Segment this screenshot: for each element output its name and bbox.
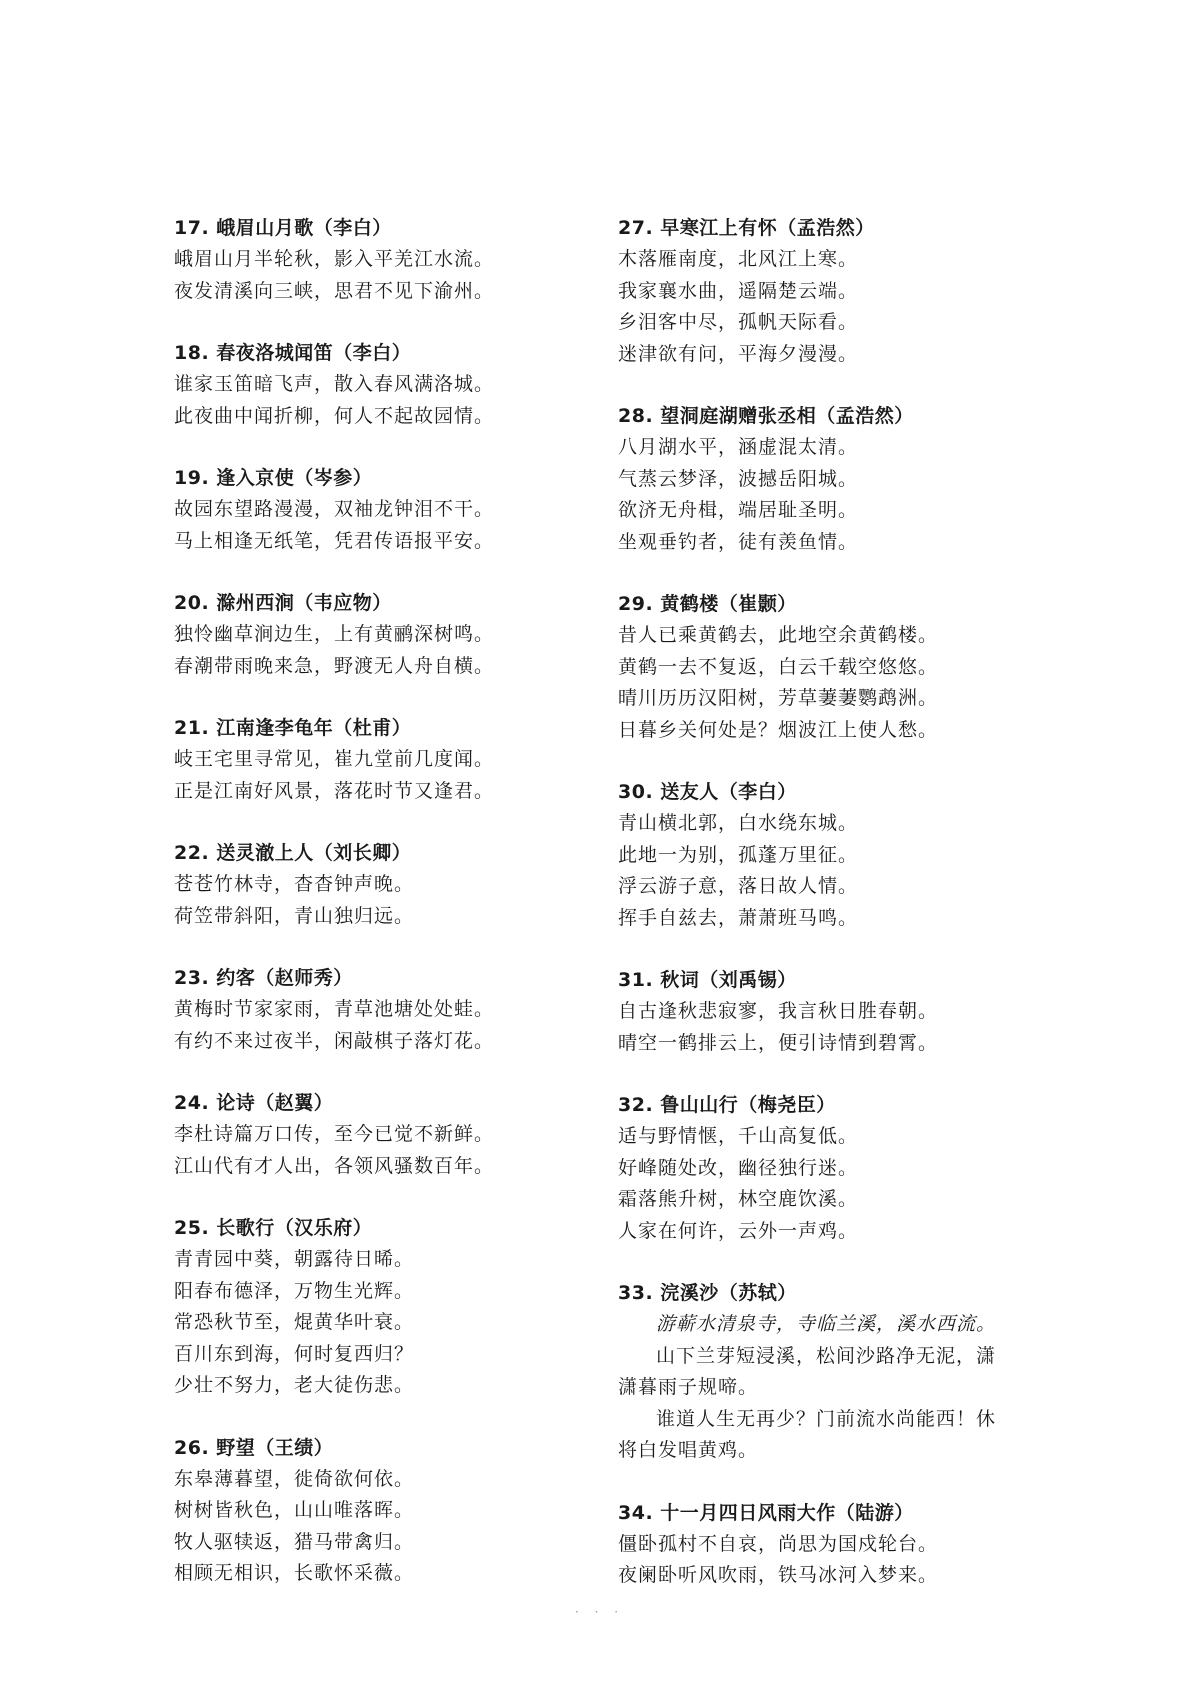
poem-line: 此地一为别，孤蓬万里征。 (618, 843, 859, 866)
poem-title: 33. 浣溪沙（苏轼） (618, 1282, 797, 1304)
poem-gap (174, 1402, 594, 1432)
poem-line: 将白发唱黄鸡。 (618, 1439, 759, 1461)
poem-title: 22. 送灵澈上人（刘长卿） (174, 842, 412, 864)
poem-block (174, 1212, 594, 1402)
poem-title: 17. 峨眉山月歌（李白） (174, 217, 392, 239)
poem-line: 峨眉山月半轮秋，影入平羌江水流。 (174, 248, 495, 270)
poem-line: 晴川历历汉阳树，芳草萋萋鹦鹉洲。 (618, 687, 939, 709)
poem-line: 谁家玉笛暗飞声，散入春风满洛城。 (174, 373, 495, 395)
poem-block (618, 1497, 1038, 1592)
poem-title: 21. 江南逢李龟年（杜甫） (174, 717, 412, 739)
poem-line: 潇暮雨子规啼。 (618, 1376, 759, 1398)
poem-gap (618, 558, 1038, 588)
poem-line: 坐观垂钓者，徒有羡鱼情。 (618, 530, 859, 553)
poem-line: 霜落熊升树，林空鹿饮溪。 (618, 1188, 859, 1210)
poem-title: 31. 秋词（刘禹锡） (618, 969, 797, 991)
poem-gap (174, 682, 594, 712)
poem-line: 岐王宅里寻常见，崔九堂前几度闻。 (174, 748, 495, 770)
poem-line: 木落雁南度，北风江上寒。 (618, 248, 859, 270)
poem-title: 19. 逢入京使（岑参） (174, 467, 373, 489)
poem-title: 30. 送友人（李白） (618, 781, 797, 803)
poem-title: 18. 春夜洛城闻笛（李白） (174, 342, 412, 364)
poem-line: 青青园中葵，朝露待日晞。 (174, 1248, 415, 1270)
poem-line: 百川东到海，何时复西归？ (174, 1342, 415, 1365)
poem-line: 谁道人生无再少？门前流水尚能西！休 (656, 1407, 997, 1430)
poem-gap (618, 746, 1038, 776)
poem-line: 少壮不努力，老大徒伤悲。 (174, 1374, 415, 1396)
poem-line: 青山横北郭，白水绕东城。 (618, 812, 859, 834)
poem-gap (618, 934, 1038, 964)
poem-line: 适与野情惬，千山高复低。 (618, 1125, 859, 1147)
poem-line: 春潮带雨晚来急，野渡无人舟自横。 (174, 654, 495, 677)
poem-line: 苍苍竹林寺，杳杳钟声晚。 (174, 873, 415, 895)
poem-line: 李杜诗篇万口传，至今已觉不新鲜。 (174, 1123, 495, 1145)
poem-block (618, 400, 1038, 558)
poem-gap (174, 1182, 594, 1212)
poem-line: 人家在何许，云外一声鸡。 (618, 1219, 859, 1242)
poem-block (174, 1087, 594, 1182)
poem-line: 挥手自兹去，萧萧班马鸣。 (618, 906, 859, 929)
poem-block (174, 712, 594, 807)
poem-block (174, 212, 594, 307)
poem-block (618, 964, 1038, 1059)
poem-line: 阳春布德泽，万物生光辉。 (174, 1279, 415, 1302)
poem-block (618, 588, 1038, 746)
poem-line: 我家襄水曲，遥隔楚云端。 (618, 279, 859, 302)
poem-title: 27. 早寒江上有怀（孟浩然） (618, 217, 875, 239)
poem-gap (174, 932, 594, 962)
poem-line: 日暮乡关何处是？烟波江上使人愁。 (618, 718, 939, 741)
poem-gap (618, 1467, 1038, 1497)
poem-line: 迷津欲有问，平海夕漫漫。 (618, 342, 859, 365)
poem-line: 八月湖水平，涵虚混太清。 (618, 436, 859, 458)
poem-block (618, 1277, 1038, 1467)
poem-block (174, 1432, 594, 1590)
poem-line: 有约不来过夜半，闲敲棋子落灯花。 (174, 1029, 495, 1052)
poem-line: 僵卧孤村不自哀，尚思为国戍轮台。 (618, 1532, 939, 1555)
poem-block (174, 587, 594, 682)
poem-line: 故园东望路漫漫，双袖龙钟泪不干。 (174, 498, 495, 520)
poem-line: 荷笠带斜阳，青山独归远。 (174, 904, 415, 927)
poem-gap (174, 807, 594, 837)
poem-line: 山下兰芽短浸溪，松间沙路净无泥，潇 (656, 1344, 997, 1367)
poem-line: 此夜曲中闻折柳，何人不起故园情。 (174, 404, 495, 427)
poem-title: 25. 长歌行（汉乐府） (174, 1217, 373, 1239)
poem-gap (174, 432, 594, 462)
poem-line: 东皋薄暮望，徙倚欲何依。 (174, 1467, 415, 1490)
left-column (174, 212, 594, 1590)
poem-gap (174, 1057, 594, 1087)
poem-line: 夜阑卧听风吹雨，铁马冰河入梦来。 (618, 1564, 939, 1586)
poem-title: 24. 论诗（赵翼） (174, 1092, 334, 1114)
poem-line: 欲济无舟楫，端居耻圣明。 (618, 499, 859, 521)
poem-gap (174, 557, 594, 587)
poem-gap (618, 1247, 1038, 1277)
poem-line: 江山代有才人出，各领风骚数百年。 (174, 1154, 495, 1177)
poem-block (618, 1089, 1038, 1247)
poem-line: 正是江南好风景，落花时节又逢君。 (174, 779, 495, 802)
poem-line: 好峰随处改，幽径独行迷。 (618, 1156, 859, 1179)
poem-line: 黄鹤一去不复返，白云千载空悠悠。 (618, 655, 939, 678)
poem-block (174, 837, 594, 932)
right-column (618, 212, 1038, 1592)
poem-gap (618, 1059, 1038, 1089)
poem-block (618, 776, 1038, 934)
poem-line: 常恐秋节至，焜黄华叶衰。 (174, 1311, 415, 1333)
poem-line: 昔人已乘黄鹤去，此地空余黄鹤楼。 (618, 624, 939, 646)
poem-line: 自古逢秋悲寂寥，我言秋日胜春朝。 (618, 1000, 939, 1022)
poem-block (174, 337, 594, 432)
poem-gap (174, 307, 594, 337)
page-footer-marks: · · · (575, 1605, 625, 1619)
poem-title: 29. 黄鹤楼（崔颢） (618, 593, 797, 615)
poem-line: 气蒸云梦泽，波撼岳阳城。 (618, 467, 859, 490)
poem-line: 晴空一鹤排云上，便引诗情到碧霄。 (618, 1031, 939, 1054)
poem-gap (618, 370, 1038, 400)
poem-line: 黄梅时节家家雨，青草池塘处处蛙。 (174, 998, 495, 1020)
poem-title: 26. 野望（王绩） (174, 1436, 334, 1459)
poem-title: 32. 鲁山山行（梅尧臣） (618, 1094, 836, 1116)
poem-line: 夜发清溪向三峡，思君不见下渝州。 (174, 279, 495, 302)
poem-title: 23. 约客（赵师秀） (174, 967, 353, 989)
poem-title: 20. 滁州西涧（韦应物） (174, 592, 392, 614)
poem-block (174, 962, 594, 1057)
poem-block (618, 212, 1038, 370)
poem-line: 独怜幽草涧边生，上有黄鹂深树鸣。 (174, 623, 495, 645)
poem-line: 乡泪客中尽，孤帆天际看。 (618, 311, 859, 333)
poem-line: 相顾无相识，长歌怀采薇。 (174, 1562, 415, 1584)
poem-line: 浮云游子意，落日故人情。 (618, 875, 859, 897)
poem-block (174, 462, 594, 557)
poem-title: 28. 望洞庭湖赠张丞相（孟浩然） (618, 405, 914, 427)
poem-line: 树树皆秋色，山山唯落晖。 (174, 1499, 415, 1521)
poem-title: 34. 十一月四日风雨大作（陆游） (618, 1501, 914, 1524)
poem-line: 牧人驱犊返，猎马带禽归。 (174, 1530, 415, 1553)
poem-line: 游蕲水清泉寺，寺临兰溪，溪水西流。 (656, 1313, 997, 1335)
poem-line: 马上相逢无纸笔，凭君传语报平安。 (174, 529, 495, 552)
